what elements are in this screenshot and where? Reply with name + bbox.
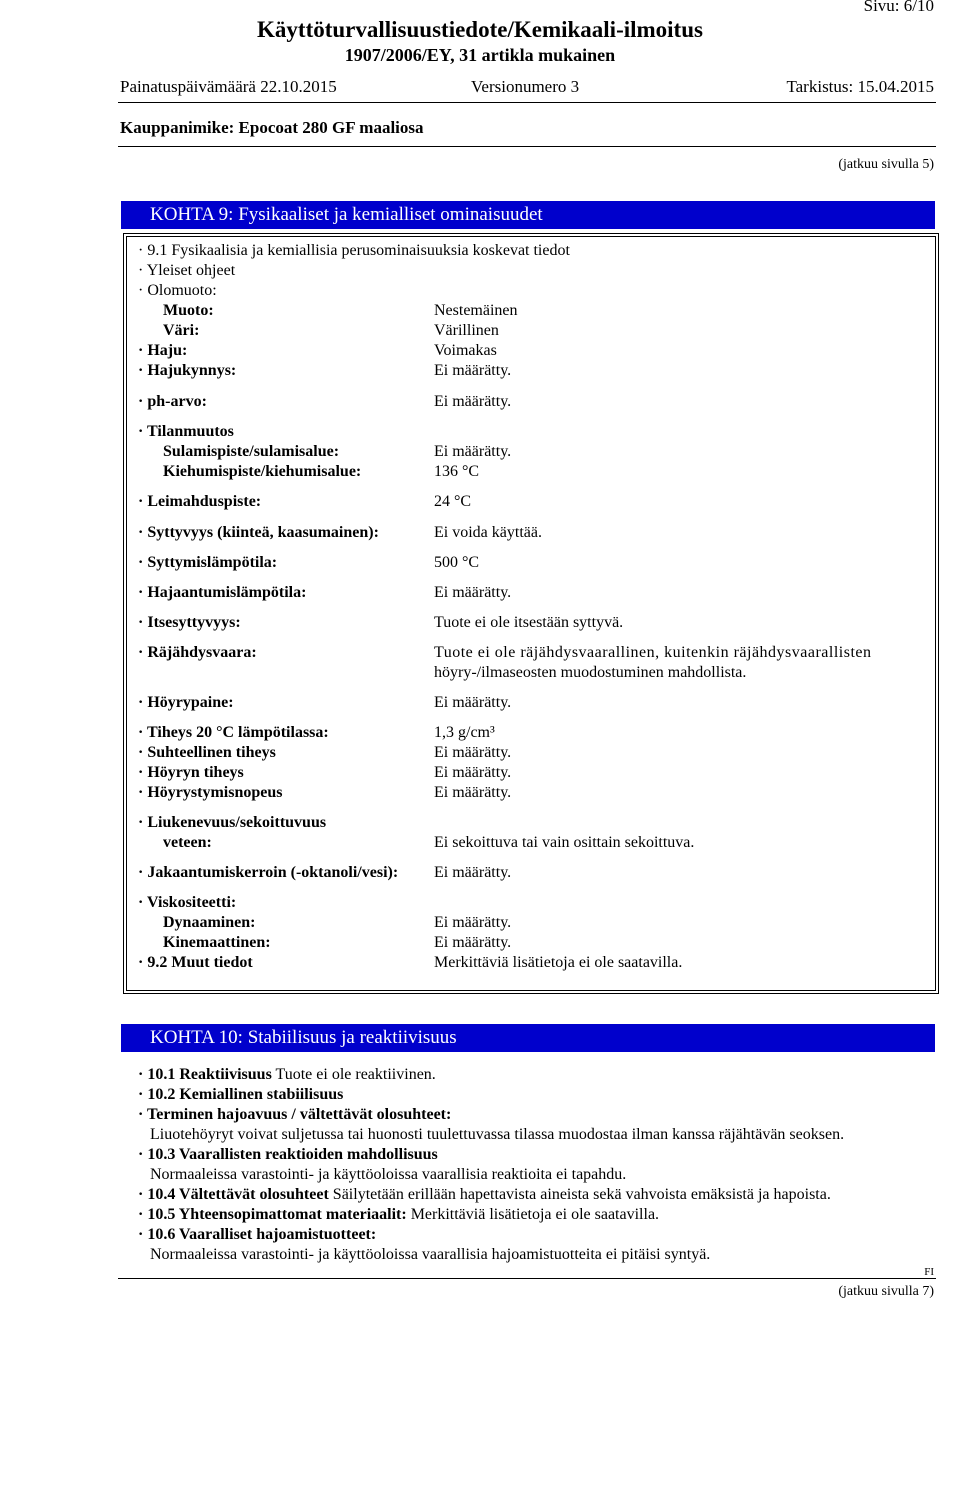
property-value: Värillinen [434,322,499,339]
property-value: Ei määrätty. [434,443,512,460]
section-10-label: · 10.6 Vaaralliset hajoamistuotteet: [138,1226,377,1243]
section-10-text: Tuote ei ole reaktiivinen. [271,1066,436,1083]
trade-name: Kauppanimike: Epocoat 280 GF maaliosa [120,118,424,137]
property-label: · Liukenevuus/sekoittuvuus [138,814,327,831]
section-10-line [150,1125,844,1145]
section-10-text: Normaaleissa varastointi- ja käyttöoloissa vaarallisia hajoamistuotteita ei pitäisi syntyä. [150,1246,711,1263]
property-value: Merkittäviä lisätietoja ei ole saatavilla. [434,954,683,971]
property-label: · Räjähdysvaara: [138,644,257,661]
property-label: · Höyrypaine: [138,694,234,711]
section-10-line [150,1245,710,1265]
continued-on: (jatkuu sivulla 7) [838,1284,934,1299]
section-10-line [138,1065,436,1085]
section-10-label: · 10.5 Yhteensopimattomat materiaalit: [138,1206,407,1223]
section-10-line [138,1085,343,1105]
property-label: · Viskositeetti: [138,894,237,911]
property-value: 1,3 g/cm³ [434,724,495,741]
section-10-line [138,1185,831,1205]
property-value-continued: höyry-/ilmaseosten muodostuminen mahdollista. [434,664,747,681]
property-label: · Syttymislämpötila: [138,554,278,571]
property-value: Ei määrätty. [434,864,512,881]
section-10-label: · 10.2 Kemiallinen stabiilisuus [138,1086,344,1103]
section-10-label: · 10.3 Vaarallisten reaktioiden mahdollisuus [138,1146,438,1163]
property-label: · 9.1 Fysikaalisia ja kemiallisia perusominaisuuksia koskevat tiedot [138,242,570,259]
property-value: Ei määrätty. [434,584,512,601]
revision-date: Tarkistus: 15.04.2015 [786,77,934,96]
footer-divider [118,1278,936,1279]
property-label: Muoto: [163,302,214,319]
property-label: · Haju: [138,342,188,359]
property-label: · ph-arvo: [138,393,207,410]
property-label: · Syttyvyys (kiinteä, kaasumainen): [138,524,379,541]
property-value: Ei määrätty. [434,393,512,410]
property-value: Ei määrätty. [434,764,512,781]
property-label: Sulamispiste/sulamisalue: [163,443,340,460]
section-9-bar [121,201,935,229]
property-value: Tuote ei ole itsestään syttyvä. [434,614,624,631]
property-value: 500 °C [434,554,480,571]
trade-divider [118,146,936,147]
language-code: FI [924,1266,934,1278]
section-10-bar [121,1024,935,1052]
property-value: Ei voida käyttää. [434,524,542,541]
section-10-title: KOHTA 10: Stabiilisuus ja reaktiivisuus [150,1027,457,1048]
section-10-line [150,1165,626,1185]
property-label: · Itsesyttyvyys: [138,614,241,631]
section-10-text: Liuotehöyryt voivat suljetussa tai huonosti tuulettuvassa tilassa muodostaa ilman kanssa räjähtävän seoksen. [150,1126,845,1143]
section-10-line [138,1205,659,1225]
property-value: Ei määrätty. [434,694,512,711]
property-label: Dynaaminen: [163,914,256,931]
version-number: Versionumero 3 [471,77,580,96]
section-10-line [138,1225,376,1245]
property-label: · Jakaantumiskerroin (-oktanoli/vesi): [138,864,399,881]
property-value: Ei määrätty. [434,744,512,761]
property-value: 24 °C [434,493,472,510]
property-label: · Tilanmuutos [138,423,234,440]
section-10-label: · 10.1 Reaktiivisuus [138,1066,272,1083]
property-value: Voimakas [434,342,497,359]
property-value: Tuote ei ole räjähdysvaarallinen, kuitenkin räjähdysvaarallisten [434,644,872,661]
property-label: · Tiheys 20 °C lämpötilassa: [138,724,329,741]
section-10-label: · 10.4 Vältettävät olosuhteet [138,1186,329,1203]
section-10-line [138,1105,451,1125]
property-label: Kinemaattinen: [163,934,271,951]
property-label: · Suhteellinen tiheys [138,744,276,761]
section-10-label: · Terminen hajoavuus / vältettävät olosuhteet: [138,1106,452,1123]
property-value: Ei määrätty. [434,784,512,801]
property-label: · Hajaantumislämpötila: [138,584,307,601]
section-10-text: Merkittäviä lisätietoja ei ole saatavilla. [406,1206,660,1223]
property-value: Ei määrätty. [434,362,512,379]
property-value: Ei määrätty. [434,934,512,951]
property-label: · Höyryn tiheys [138,764,244,781]
property-label: · 9.2 Muut tiedot [138,954,253,971]
print-date: Painatuspäivämäärä 22.10.2015 [120,77,337,96]
property-label: · Olomuoto: [138,282,217,299]
property-label: Väri: [163,322,200,339]
property-value: Ei määrätty. [434,914,512,931]
property-value: 136 °C [434,463,480,480]
document-title: Käyttöturvallisuustiedote/Kemikaali-ilmoitus [257,17,703,42]
document-subtitle: 1907/2006/EY, 31 artikla mukainen [344,45,616,65]
header-divider [118,102,936,103]
property-value: Nestemäinen [434,302,518,319]
page-number: Sivu: 6/10 [863,0,934,15]
property-label: · Hajukynnys: [138,362,237,379]
section-10-text: Normaaleissa varastointi- ja käyttöoloissa vaarallisia reaktioita ei tapahdu. [150,1166,627,1183]
section-9-title: KOHTA 9: Fysikaaliset ja kemialliset ominaisuudet [150,204,543,225]
property-label: · Leimahduspiste: [138,493,262,510]
section-10-line [138,1145,438,1165]
property-value: Ei sekoittuva tai vain osittain sekoittuva. [434,834,695,851]
continued-from: (jatkuu sivulla 5) [838,157,934,172]
property-label: veteen: [163,834,212,851]
section-10-text: Säilytetään erillään hapettavista aineista sekä vahvoista emäksistä ja hapoista. [328,1186,831,1203]
property-label: · Yleiset ohjeet [138,262,236,279]
property-label: Kiehumispiste/kiehumisalue: [163,463,362,480]
property-label: · Höyrystymisnopeus [138,784,283,801]
